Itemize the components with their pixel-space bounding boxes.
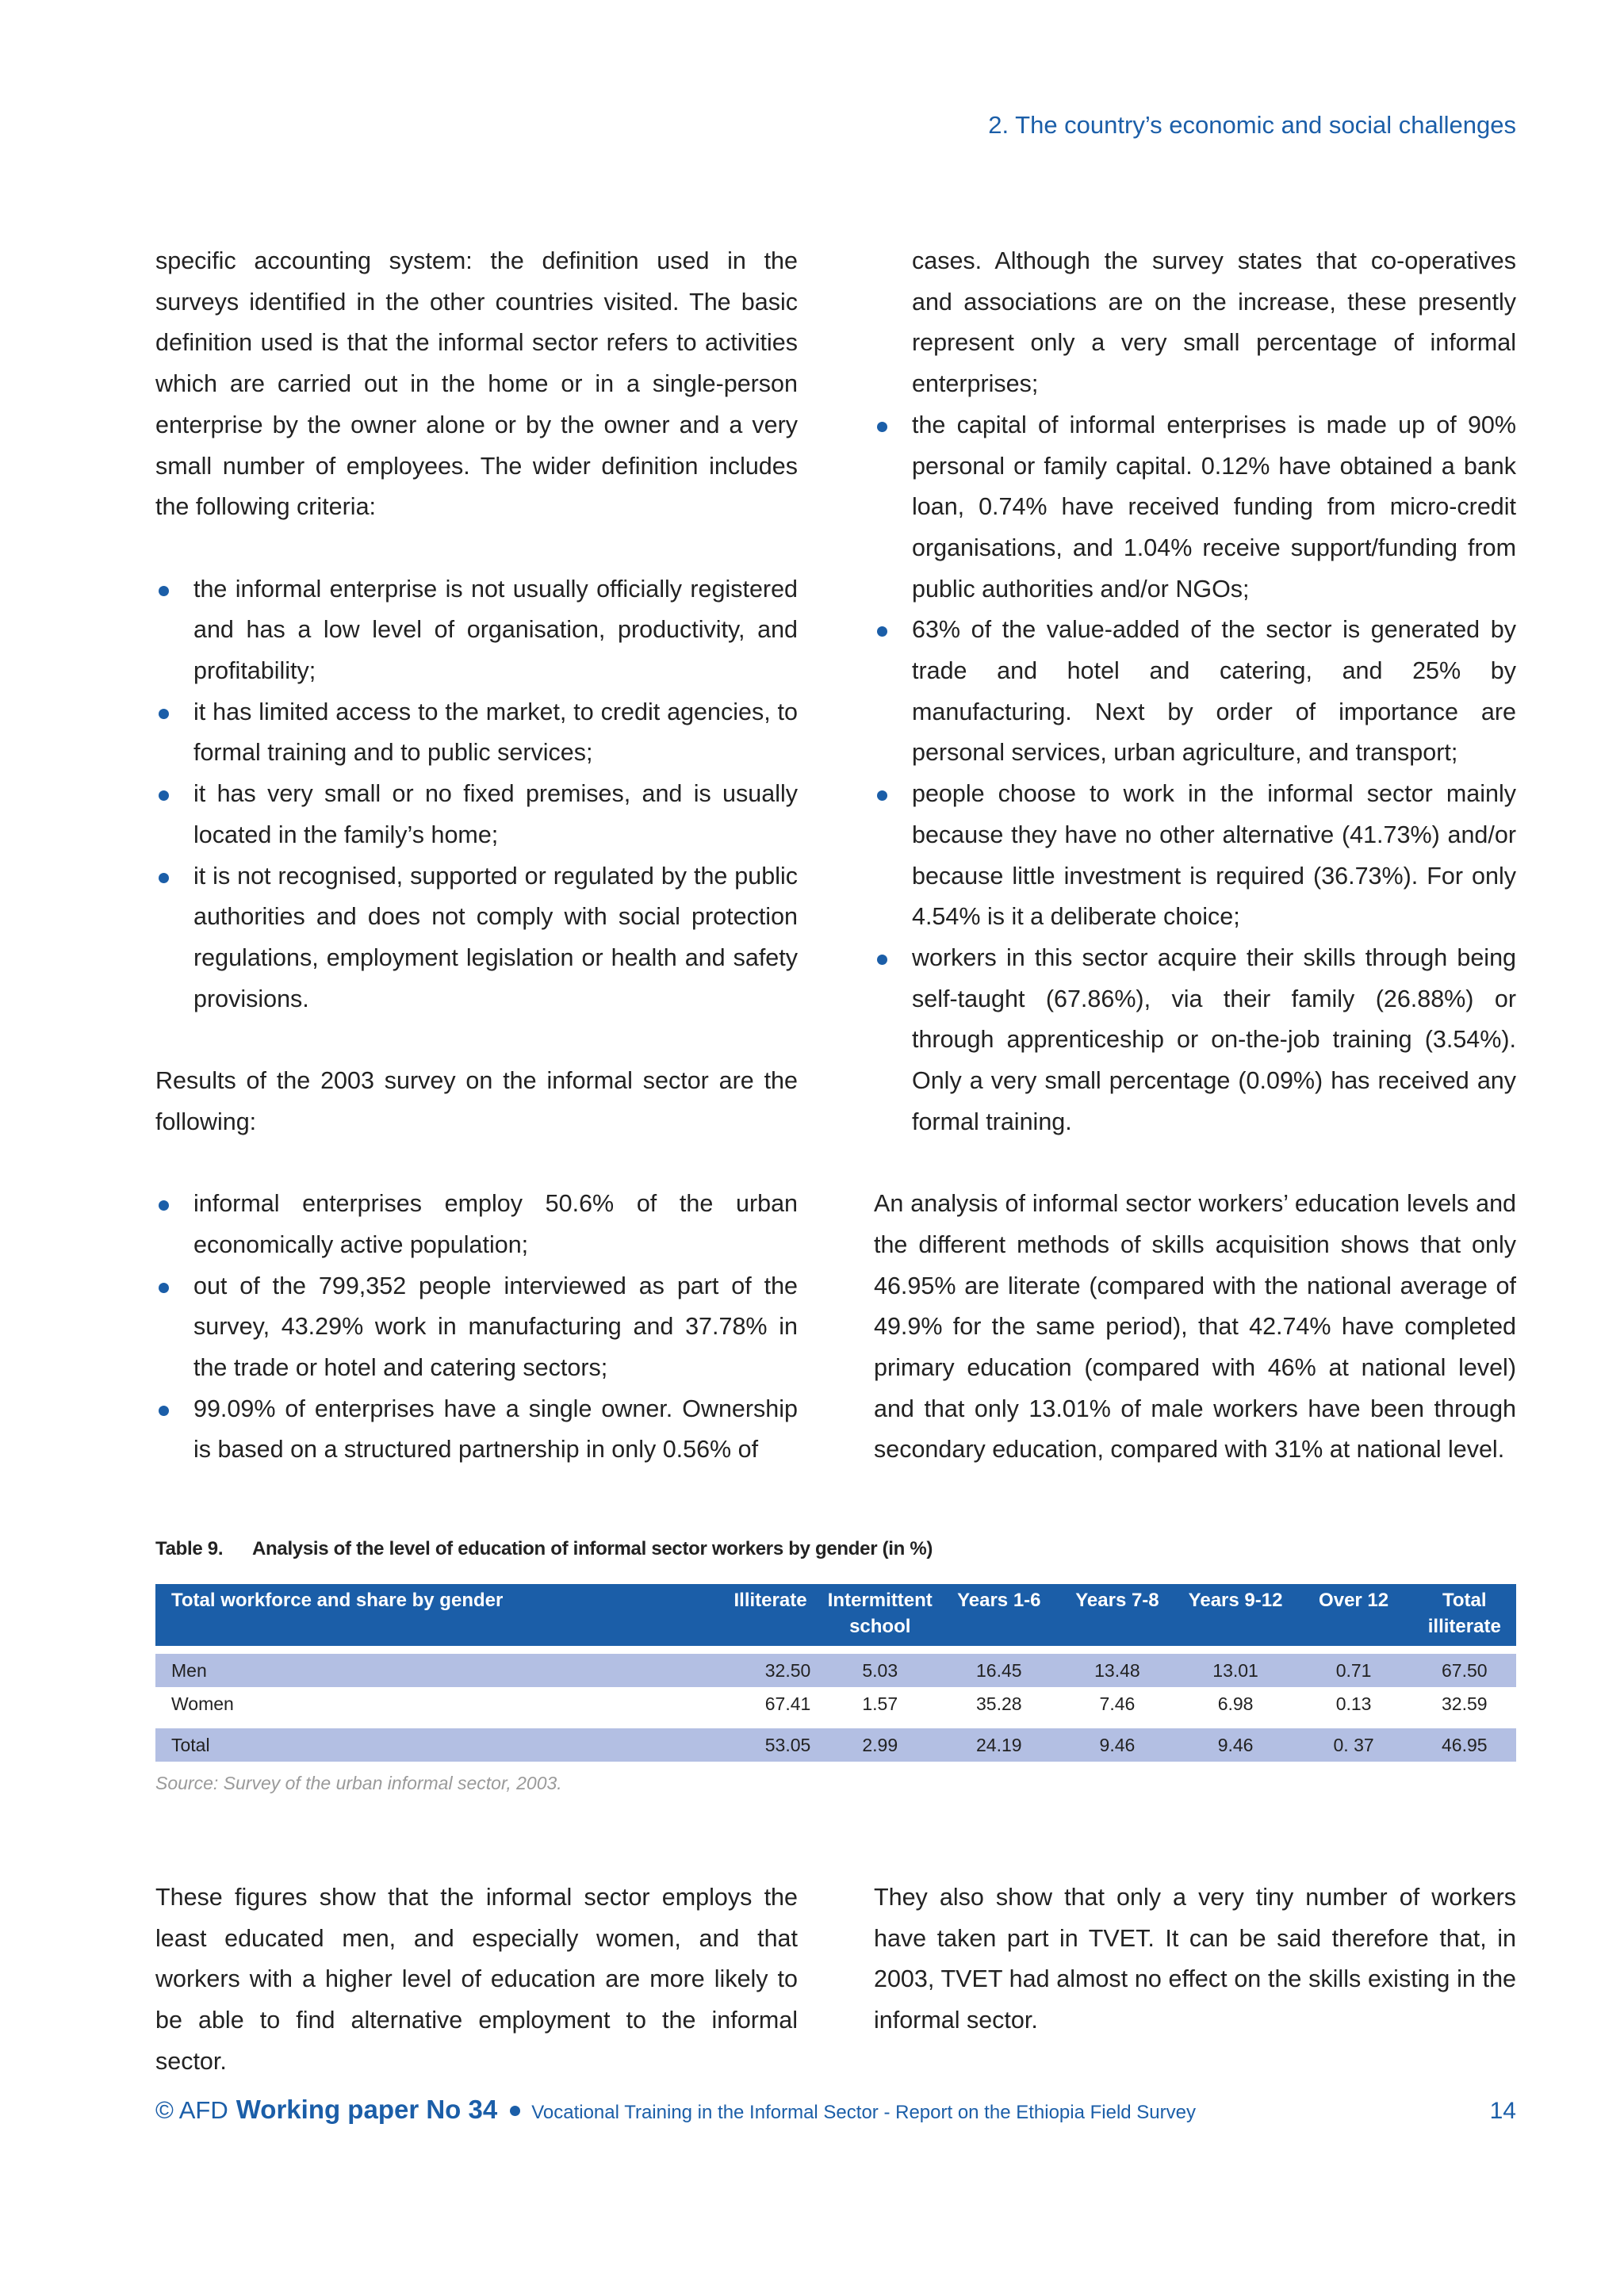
list-item: the capital of informal enterprises is made up of 90% personal or family capital. 0.12% have obtained a bank loan, 0.74% have received funding from micro-credit organisations, and 1.04% receive support/funding from public authorities and/or NGOs; [874,405,1516,610]
bullet-icon [159,586,169,596]
table-title: Analysis of the level of education of informal sector workers by gender (in %) [252,1538,933,1559]
table-cell: 67.41 [764,1693,811,1714]
table-header-row [155,1584,1516,1646]
column-header: Years 1-6 [940,1584,1058,1646]
closing-columns [155,1877,1516,2083]
list-item: it is not recognised, supported or regulated by the public authorities and does not comply with social protection regulations, employment legislation or health and safety provisions. [155,856,798,1020]
bullet-icon [159,709,169,719]
column-header: Total workforce and share by gender [155,1584,721,1646]
table-cell: 13.01 [1177,1654,1295,1687]
table-cell: 24.19 [940,1728,1058,1762]
bullet-icon [510,2106,520,2116]
intro-paragraph: specific accounting system: the definition used in the surveys identified in the other countries visited. The basic definition used is that the informal sector refers to activities which are carried out in the home or in a single-person enterprise by the owner alone or by the owner and a very small number of employees. The wider definition includes the following criteria: [155,247,798,521]
list-item: it has limited access to the market, to credit agencies, to formal training and to public services; [155,692,798,774]
table-cell: 13.48 [1058,1654,1176,1687]
table-cell: 46.95 [1413,1728,1516,1762]
footer-copyright: © AFD [155,2096,228,2124]
table-cell: 6.98 [1217,1693,1254,1714]
closing-left-paragraph: These figures show that the informal sector employs the least educated men, and especially women, and that workers with a higher level of education are more likely to be able to find alternative employment to the informal sector. [155,1884,798,2075]
table-cell: 2.99 [820,1728,940,1762]
list-item: 99.09% of enterprises have a single owner. Ownership is based on a structured partnership in only 0.56% of [155,1389,798,1471]
table-cell: 0. 37 [1295,1728,1413,1762]
table-cell: 9.46 [1058,1728,1176,1762]
table-cell: 35.28 [976,1693,1022,1714]
left-column [155,241,798,1471]
list-item: 63% of the value-added of the sector is generated by trade and hotel and catering, and 25% by manufacturing. Next by order of importance are personal services, urban agriculture, and transport; [874,610,1516,774]
table-cell: 32.59 [1441,1693,1488,1714]
table-cell: 16.45 [940,1654,1058,1687]
table-row [155,1687,1516,1720]
criteria-list [155,569,798,1020]
bullet-icon [159,873,169,883]
table-cell: 5.03 [820,1654,940,1687]
table-cell: 32.50 [721,1654,821,1687]
table-caption [155,1538,1516,1560]
list-item: workers in this sector acquire their skills through being self-taught (67.86%), via their family (26.88%) or through apprenticeship or on-the-job training (3.54%). Only a very small percentage (0.09%) has received any formal training. [874,938,1516,1143]
table-cell: 0.71 [1295,1654,1413,1687]
table-source: Source: Survey of the urban informal sector, 2003. [155,1773,562,1793]
column-header: Over 12 [1295,1584,1413,1646]
bullet-icon [877,626,887,637]
list-item: the informal enterprise is not usually officially registered and has a low level of organisation, productivity, and profitability; [155,569,798,692]
table-number: Table 9. [155,1538,224,1559]
bullet-icon [877,790,887,801]
bullet-icon [877,955,887,965]
closing-right-paragraph: They also show that only a very tiny number of workers have taken part in TVET. It can be said therefore that, in 2003, TVET had almost no effect on the skills existing in the informal sector. [874,1884,1516,2034]
list-item: informal enterprises employ 50.6% of the urban economically active population; [155,1184,798,1265]
bullet-icon [159,1283,169,1293]
results-intro: Results of the 2003 survey on the informal sector are the following: [155,1067,798,1135]
row-label: Women [171,1693,234,1714]
table-row [155,1728,1516,1762]
table-cell: 9.46 [1177,1728,1295,1762]
page-number: 14 [1489,2098,1516,2124]
results-list-continued [874,241,1516,1142]
footer-subtitle: Vocational Training in the Informal Sector - Report on the Ethiopia Field Survey [531,2102,1196,2123]
list-item: out of the 799,352 people interviewed as part of the survey, 43.29% work in manufacturing and 37.78% in the trade or hotel and catering sectors; [155,1266,798,1389]
column-header: Years 9-12 [1177,1584,1295,1646]
column-header: Illiterate [721,1584,821,1646]
list-item: it has very small or no fixed premises, and is usually located in the family’s home; [155,774,798,855]
table-cell: 1.57 [862,1693,898,1714]
results-list [155,1184,798,1471]
table-cell: 0.13 [1335,1693,1372,1714]
table-row [155,1654,1516,1687]
running-header: 2. The country’s economic and social challenges [988,111,1516,139]
bullet-icon [159,790,169,801]
table-cell: 7.46 [1099,1693,1136,1714]
body-columns [155,241,1516,1471]
bullet-icon [159,1200,169,1211]
row-label: Total [155,1728,721,1762]
bullet-icon [159,1406,169,1416]
list-item: cases. Although the survey states that co-operatives and associations are on the increase, these presently represent only a very small percentage of informal enterprises; [912,247,1516,398]
table-cell: 67.50 [1413,1654,1516,1687]
right-column [874,241,1516,1471]
education-table [155,1584,1516,1762]
list-item: people choose to work in the informal sector mainly because they have no other alternative (41.73%) and/or because little investment is required (36.73%). For only 4.54% is it a deliberate choice; [874,774,1516,938]
analysis-paragraph: An analysis of informal sector workers’ education levels and the different methods of skills acquisition shows that only 46.95% are literate (compared with the national average of 49.9% for the same period), that 42.74% have completed primary education (compared with 46% at national level) and that only 13.01% of male workers have been through secondary education, compared with 31% at national level. [874,1190,1516,1464]
column-header: Years 7-8 [1058,1584,1176,1646]
row-label: Men [155,1654,721,1687]
page-footer [155,2095,1516,2125]
column-header: Total illiterate [1413,1584,1516,1646]
column-header: Intermittent school [820,1584,940,1646]
footer-series: Working paper No 34 [236,2095,498,2124]
table-cell: 53.05 [721,1728,821,1762]
bullet-icon [877,422,887,432]
